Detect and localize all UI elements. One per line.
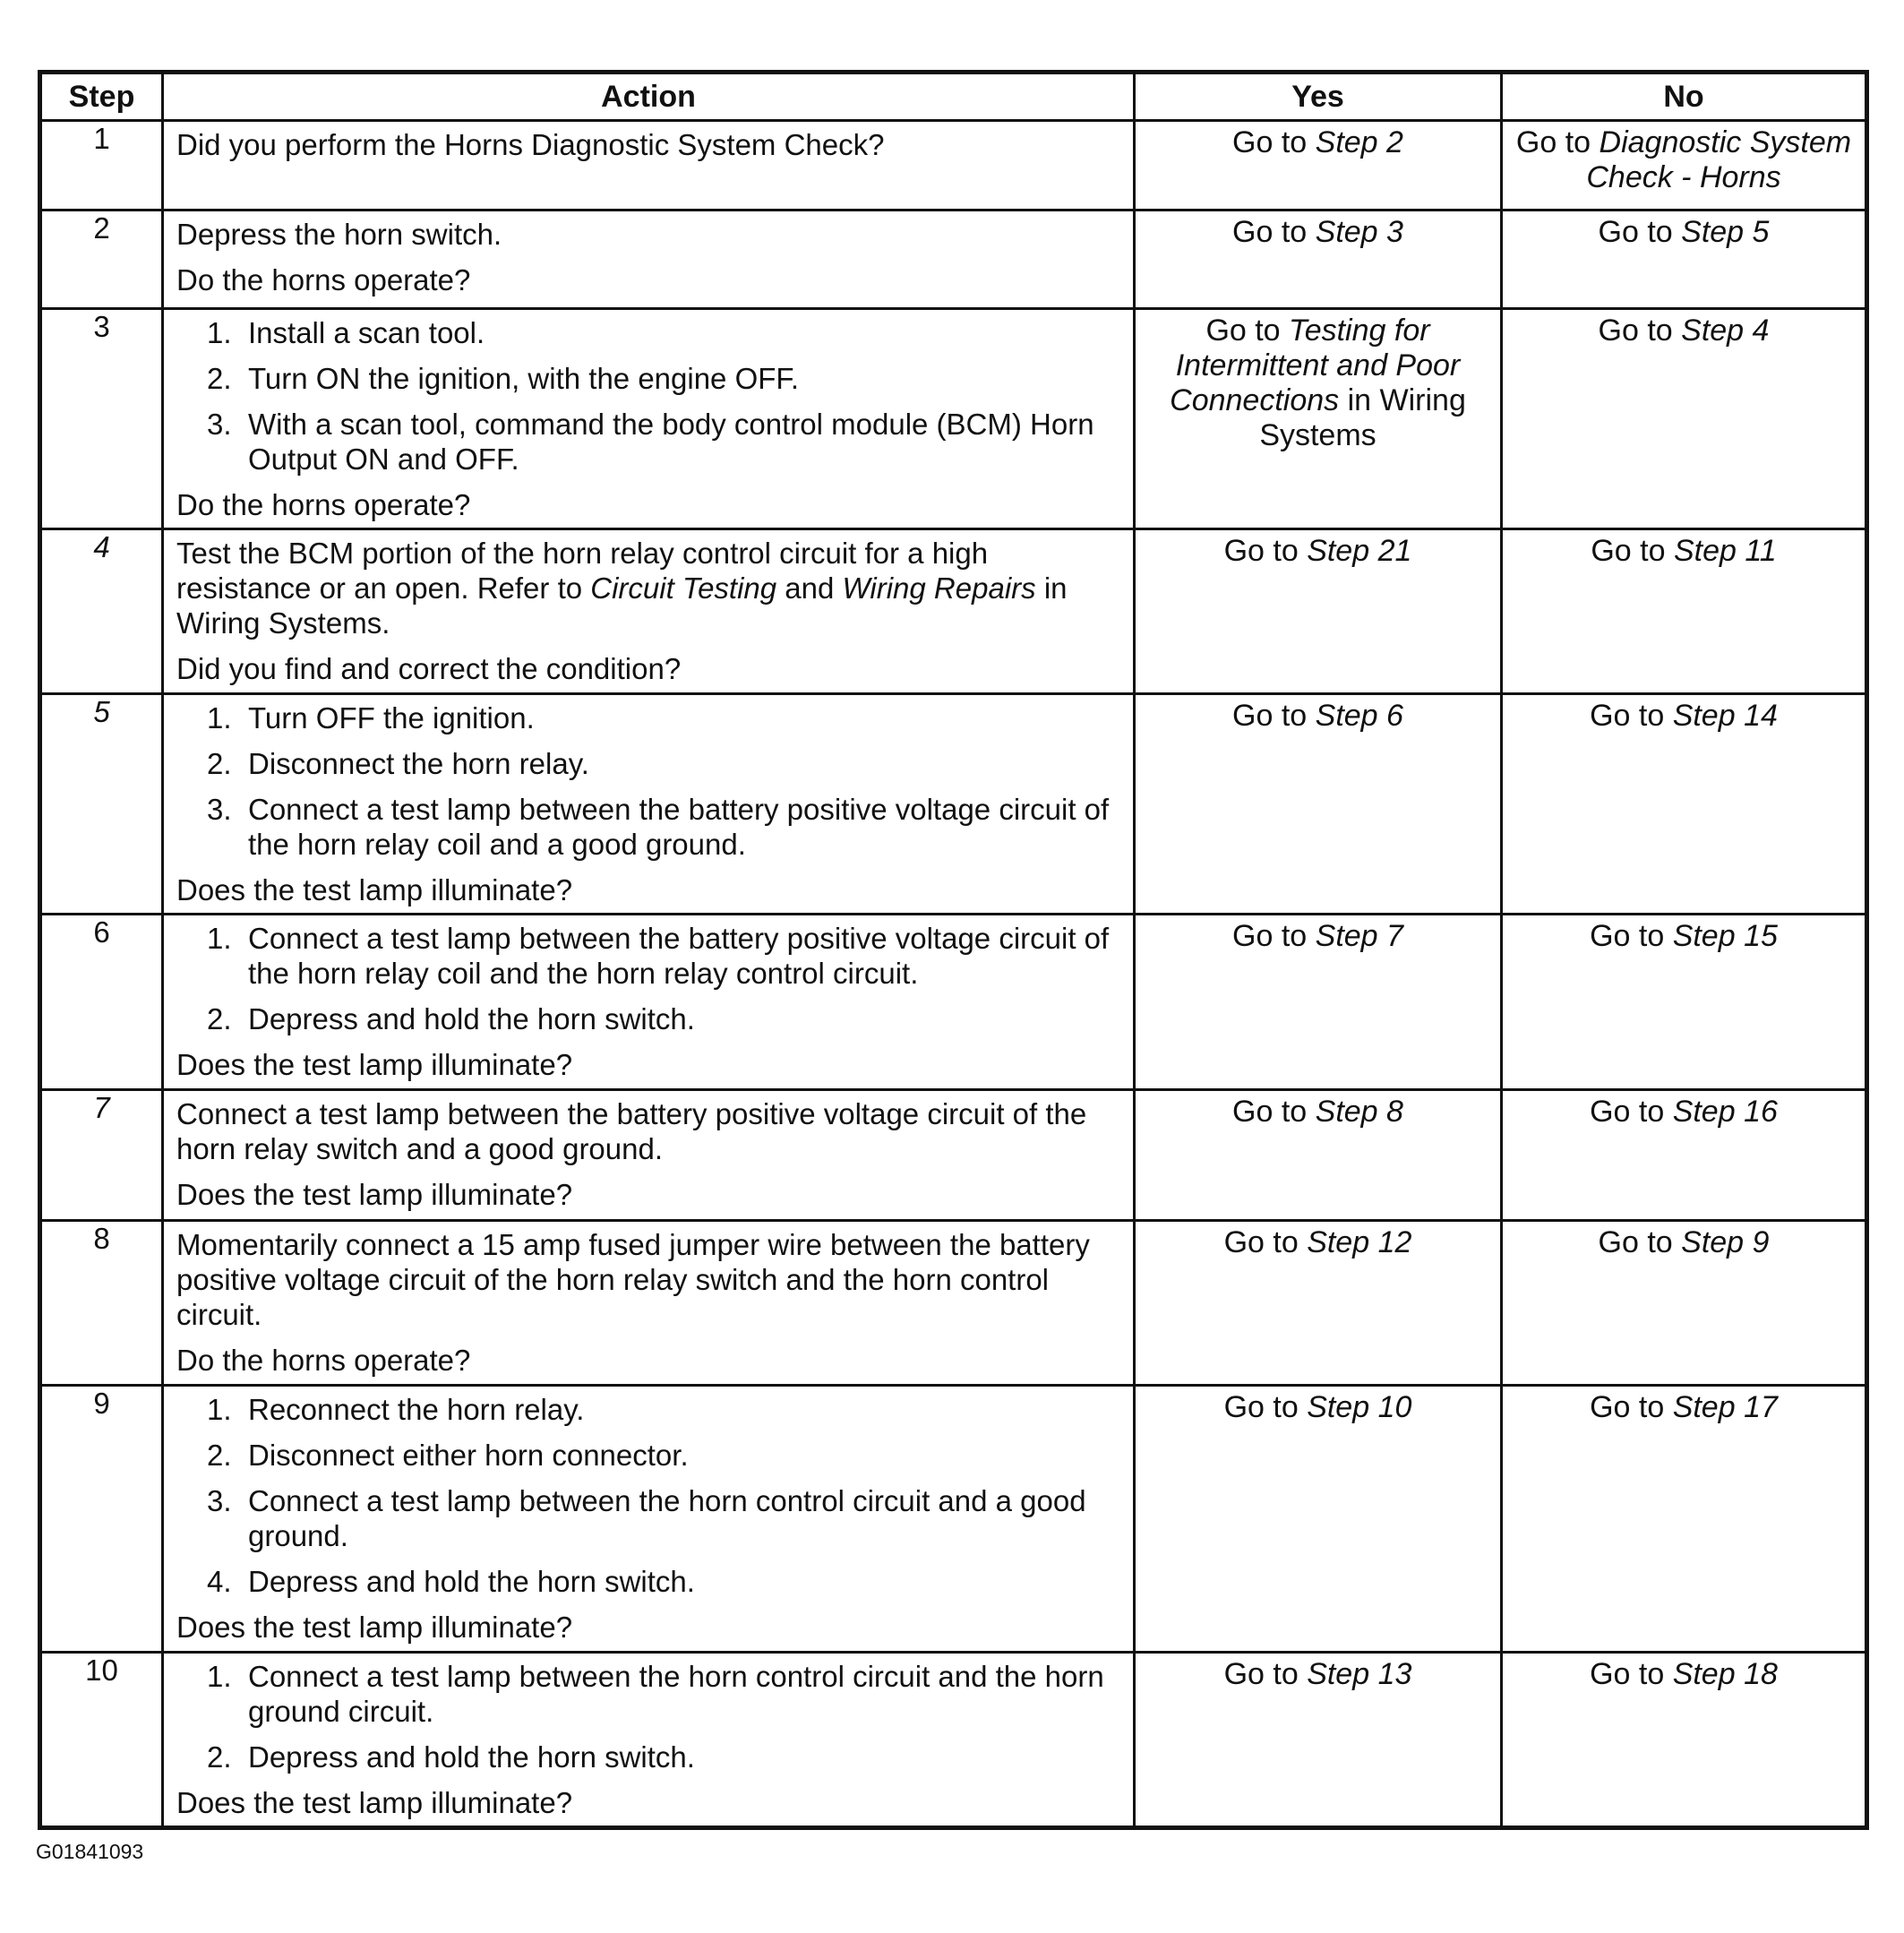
step-number: 9 — [40, 1386, 163, 1653]
no-cell — [1502, 694, 1867, 915]
no-target: Step 9 — [1681, 1225, 1770, 1259]
yes-cell — [1135, 121, 1502, 210]
no-prefix: Go to — [1515, 125, 1600, 159]
action-text: Momentarily connect a 15 amp fused jumper wire between the battery positive voltage circuit of the horn relay switch and the horn control circuit. — [176, 1228, 1090, 1331]
no-prefix: Go to — [1598, 215, 1682, 249]
action-question: Does the test lamp illuminate? — [176, 1178, 573, 1211]
step-number: 2 — [40, 210, 163, 309]
action-text: Did you perform the Horns Diagnostic System Check? — [176, 128, 885, 161]
diagnostic-table — [38, 70, 1869, 1830]
action-step-item: 1. Turn OFF the ignition. — [207, 701, 535, 735]
action-question: Do the horns operate? — [176, 488, 471, 521]
yes-suffix: in Wiring Systems — [1259, 383, 1466, 452]
table-row — [40, 1090, 1867, 1221]
action-cell — [163, 121, 1135, 210]
header-yes: Yes — [1135, 73, 1502, 121]
no-target: Step 14 — [1672, 699, 1778, 733]
action-steps — [176, 1392, 1120, 1599]
action-steps — [176, 700, 1120, 862]
action-step-item: 1. Reconnect the horn relay. — [207, 1393, 585, 1426]
step-number: 7 — [40, 1090, 163, 1221]
no-cell — [1502, 210, 1867, 309]
no-prefix: Go to — [1590, 1390, 1673, 1424]
table-row — [40, 121, 1867, 210]
action-question: Do the horns operate? — [176, 263, 471, 296]
table-row — [40, 529, 1867, 694]
table-row — [40, 309, 1867, 529]
header-action: Action — [163, 73, 1135, 121]
yes-prefix: Go to — [1223, 1390, 1308, 1424]
yes-cell — [1135, 1653, 1502, 1828]
no-cell — [1502, 529, 1867, 694]
no-target: Diagnostic System Check - Horns — [1586, 125, 1852, 194]
action-text: Connect a test lamp between the battery positive voltage circuit of the horn relay switch and a good ground. — [176, 1097, 1087, 1165]
no-cell — [1502, 1221, 1867, 1386]
no-prefix: Go to — [1590, 919, 1673, 953]
reference-link: Wiring Repairs — [842, 571, 1036, 605]
action-step-item: 2. Turn ON the ignition, with the engine OFF. — [207, 362, 800, 395]
no-prefix: Go to — [1598, 1225, 1682, 1259]
no-cell — [1502, 309, 1867, 529]
yes-prefix: Go to — [1223, 1225, 1308, 1259]
yes-prefix: Go to — [1223, 534, 1308, 568]
step-number: 8 — [40, 1221, 163, 1386]
no-target: Step 5 — [1681, 215, 1770, 249]
reference-link: Circuit Testing — [590, 571, 777, 605]
action-step-item: 2. Disconnect either horn connector. — [207, 1439, 689, 1472]
yes-target: Step 13 — [1307, 1657, 1412, 1691]
yes-prefix: Go to — [1232, 1095, 1316, 1129]
yes-target: Step 6 — [1315, 699, 1403, 733]
step-number: 3 — [40, 309, 163, 529]
no-target: Step 17 — [1672, 1390, 1778, 1424]
header-no: No — [1502, 73, 1867, 121]
yes-prefix: Go to — [1232, 125, 1316, 159]
yes-target: Step 7 — [1315, 919, 1403, 953]
action-step-item: 1. Connect a test lamp between the battery positive voltage circuit of the horn relay coil and the horn relay control circuit. — [207, 922, 1110, 990]
action-step-item: 4. Depress and hold the horn switch. — [207, 1565, 695, 1598]
action-cell — [163, 309, 1135, 529]
action-step-item: 1. Connect a test lamp between the horn control circuit and the horn ground circuit. — [207, 1660, 1104, 1728]
no-target: Step 4 — [1681, 314, 1770, 348]
no-target: Step 18 — [1672, 1657, 1778, 1691]
no-target: Step 15 — [1672, 919, 1778, 953]
yes-prefix: Go to — [1232, 919, 1316, 953]
action-cell — [163, 1090, 1135, 1221]
table-row — [40, 915, 1867, 1090]
no-prefix: Go to — [1590, 699, 1673, 733]
yes-prefix: Go to — [1232, 215, 1316, 249]
action-step-item: 3. Connect a test lamp between the horn control circuit and a good ground. — [207, 1484, 1086, 1552]
table-row — [40, 1386, 1867, 1653]
table-row — [40, 694, 1867, 915]
action-cell — [163, 529, 1135, 694]
no-prefix: Go to — [1598, 314, 1682, 348]
action-step-item: 3. Connect a test lamp between the battery positive voltage circuit of the horn relay coil and a good ground. — [207, 793, 1110, 861]
action-text: Depress the horn switch. — [176, 218, 502, 251]
yes-cell — [1135, 1090, 1502, 1221]
yes-prefix: Go to — [1232, 699, 1316, 733]
step-number: 10 — [40, 1653, 163, 1828]
header-row — [40, 73, 1867, 121]
yes-target: Testing for Intermittent and Poor Connections — [1170, 314, 1461, 417]
yes-target: Step 21 — [1307, 534, 1412, 568]
step-number: 5 — [40, 694, 163, 915]
yes-prefix: Go to — [1223, 1657, 1308, 1691]
no-cell — [1502, 1386, 1867, 1653]
no-target: Step 11 — [1673, 534, 1777, 568]
step-number: 4 — [40, 529, 163, 694]
no-target: Step 16 — [1672, 1095, 1778, 1129]
yes-cell — [1135, 1221, 1502, 1386]
yes-target: Step 8 — [1315, 1095, 1403, 1129]
no-cell — [1502, 1090, 1867, 1221]
action-cell — [163, 915, 1135, 1090]
no-cell — [1502, 1653, 1867, 1828]
yes-prefix: Go to — [1205, 314, 1290, 348]
action-text: Test the BCM portion of the horn relay control circuit for a high resistance or an open. Refer to Circuit Testing and Wiring Repairs in Wiring Systems. — [176, 537, 1068, 640]
action-steps — [176, 1659, 1120, 1774]
action-question: Do the horns operate? — [176, 1344, 471, 1377]
action-step-item: 2. Disconnect the horn relay. — [207, 747, 589, 780]
yes-cell — [1135, 210, 1502, 309]
yes-cell — [1135, 529, 1502, 694]
step-number: 1 — [40, 121, 163, 210]
action-cell — [163, 210, 1135, 309]
action-step-item: 2. Depress and hold the horn switch. — [207, 1002, 695, 1035]
action-steps — [176, 921, 1120, 1036]
action-question: Does the test lamp illuminate? — [176, 873, 573, 906]
table-row — [40, 1653, 1867, 1828]
yes-cell — [1135, 309, 1502, 529]
action-cell — [163, 1221, 1135, 1386]
action-question: Does the test lamp illuminate? — [176, 1048, 573, 1081]
action-step-item: 1. Install a scan tool. — [207, 316, 485, 349]
no-cell — [1502, 915, 1867, 1090]
action-steps — [176, 315, 1120, 477]
figure-id: G01841093 — [36, 1840, 144, 1863]
yes-target: Step 10 — [1307, 1390, 1412, 1424]
yes-target: Step 3 — [1315, 215, 1403, 249]
step-number: 6 — [40, 915, 163, 1090]
table-row — [40, 1221, 1867, 1386]
action-question: Does the test lamp illuminate? — [176, 1611, 573, 1644]
no-prefix: Go to — [1590, 1657, 1673, 1691]
yes-cell — [1135, 915, 1502, 1090]
action-step-item: 2. Depress and hold the horn switch. — [207, 1740, 695, 1774]
no-prefix: Go to — [1590, 1095, 1673, 1129]
action-cell — [163, 1386, 1135, 1653]
yes-target: Step 12 — [1307, 1225, 1412, 1259]
yes-cell — [1135, 1386, 1502, 1653]
no-cell — [1502, 121, 1867, 210]
header-step: Step — [40, 73, 163, 121]
table-row — [40, 210, 1867, 309]
action-cell — [163, 694, 1135, 915]
no-prefix: Go to — [1591, 534, 1674, 568]
yes-cell — [1135, 694, 1502, 915]
action-question: Does the test lamp illuminate? — [176, 1786, 573, 1819]
yes-target: Step 2 — [1315, 125, 1403, 159]
action-cell — [163, 1653, 1135, 1828]
action-question: Did you find and correct the condition? — [176, 652, 682, 685]
action-step-item: 3. With a scan tool, command the body control module (BCM) Horn Output ON and OFF. — [207, 408, 1094, 476]
